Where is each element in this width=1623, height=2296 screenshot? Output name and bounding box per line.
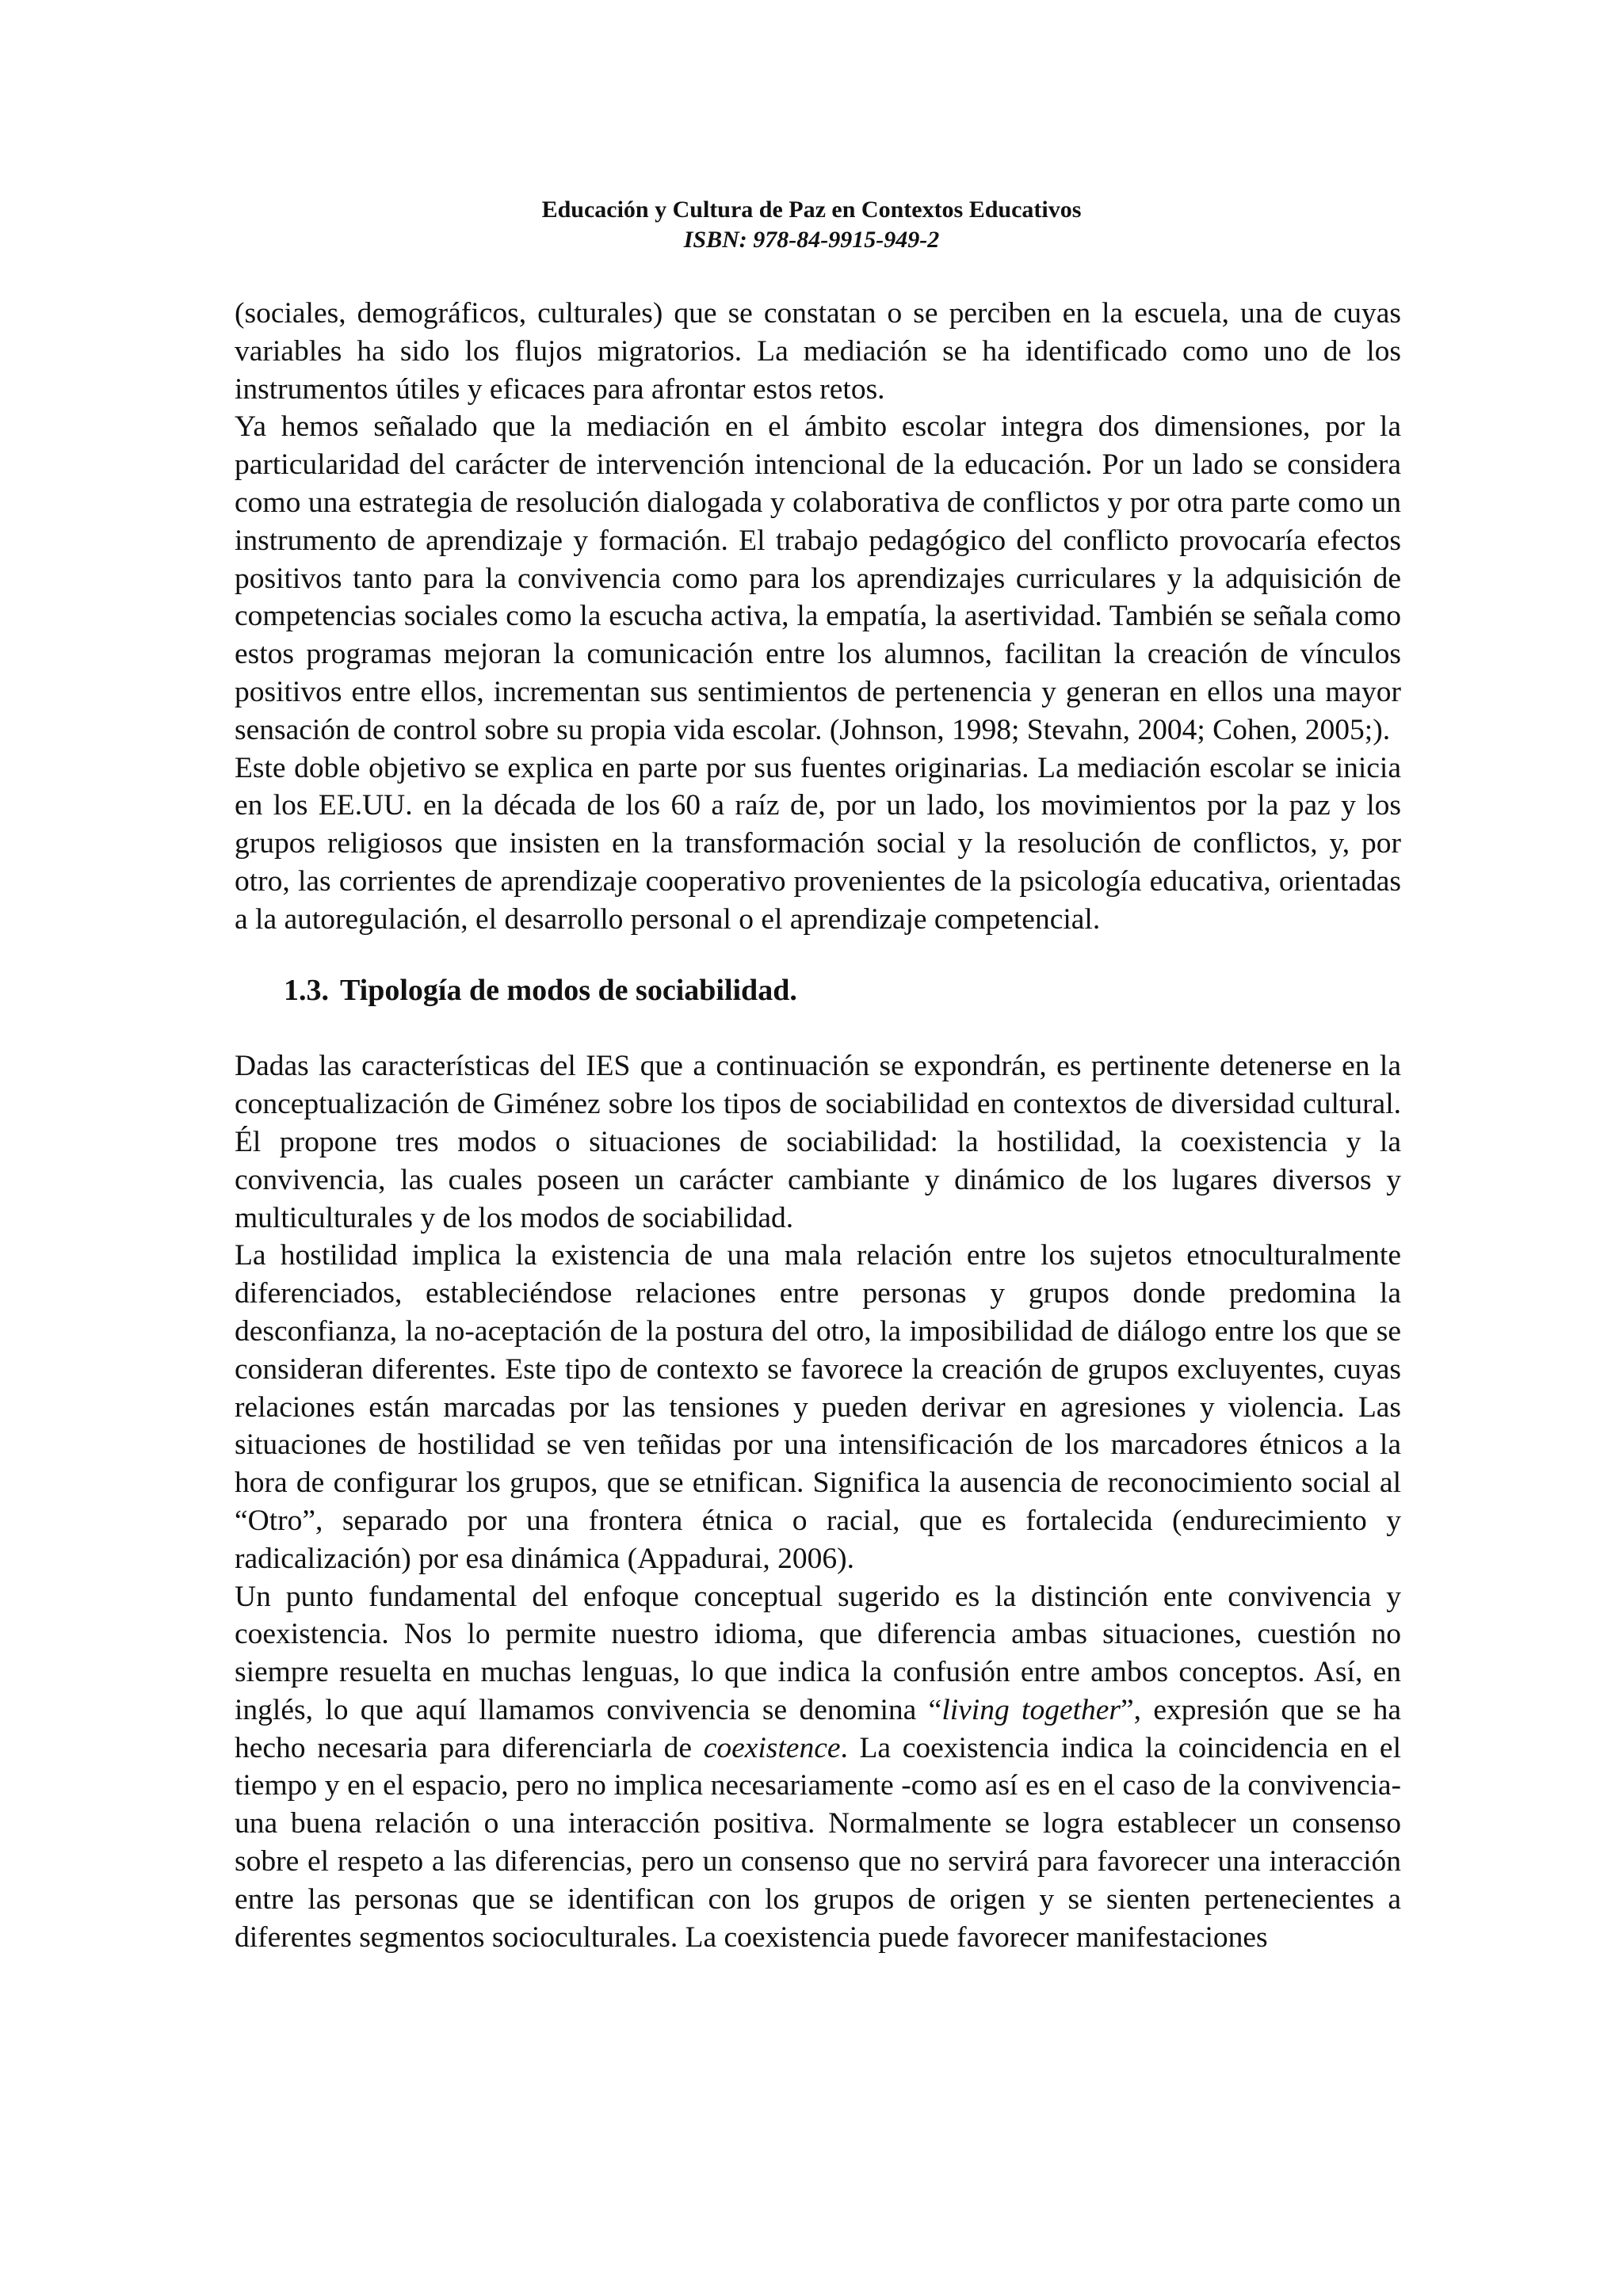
running-header [0,195,1623,255]
section-title: Tipología de modos de sociabilidad. [340,973,797,1007]
paragraph: Ya hemos señalado que la mediación en el ámbito escolar integra dos dimensiones, por la particularidad del carácter de intervención intencional de la educación. Por un lado se considera como una estrategia de resolución dialogada y colaborativa de conflictos y por otra parte como un instrumento de aprendizaje y formación. El trabajo pedagógico del conflicto provocaría efectos positivos tanto para la convivencia como para los aprendizajes curriculares y la adquisición de competencias sociales como la escucha activa, la empatía, la asertividad. También se señala como estos programas mejoran la comunicación entre los alumnos, facilitan la creación de vínculos positivos entre ellos, incrementan sus sentimientos de pertenencia y generan en ellos una mayor sensación de control sobre su propia vida escolar. (Johnson, 1998; Stevahn, 2004; Cohen, 2005;). [235,410,1401,746]
isbn: ISBN: 978-84-9915-949-2 [683,227,940,253]
italic-term: coexistence [703,1731,841,1764]
text-run: Un punto fundamental del enfoque conceptual sugerido es la distinción ente convivencia y coexistencia. Nos lo permite nuestro idioma, que diferencia ambas situaciones, cuestión no siempre resuelta en muchas lenguas, lo que indica la confusión entre ambos conceptos. Así, en inglés, lo que aquí llamamos convivencia se denomina “ [235,1580,1401,1726]
text-run: . La coexistencia indica la coincidencia en el tiempo y en el espacio, pero no implica necesariamente -como así es en el caso de la convivencia- una buena relación o una interacción positiva. Normalmente se logra establecer un consenso sobre el respeto a las diferencias, pero un consenso que no servirá para favorecer una interacción entre las personas que se identifican con los grupos de origen y se sienten pertenecientes a diferentes segmentos socioculturales. La coexistencia puede favorecer manifestaciones [235,1731,1401,1954]
section-number: 1.3. [284,973,329,1007]
paragraph: Dadas las características del IES que a continuación se expondrán, es pertinente detenerse en la conceptualización de Giménez sobre los tipos de sociabilidad en contextos de diversidad cultural. Él propone tres modos o situaciones de sociabilidad: la hostilidad, la coexistencia y la convivencia, las cuales poseen un carácter cambiante y dinámico de los lugares diversos y multiculturales y de los modos de sociabilidad. [235,1050,1401,1234]
paragraph [235,1578,1401,1957]
body-text [235,295,1401,1956]
paragraph: Este doble objetivo se explica en parte por sus fuentes originarias. La mediación escolar se inicia en los EE.UU. en la década de los 60 a raíz de, por un lado, los movimientos por la paz y los grupos religiosos que insisten en la transformación social y la resolución de conflictos, y, por otro, las corrientes de aprendizaje cooperativo provenientes de la psicología educativa, orientadas a la autoregulación, el desarrollo personal o el aprendizaje competencial. [235,751,1401,936]
paragraph: La hostilidad implica la existencia de una mala relación entre los sujetos etnoculturalmente diferenciados, estableciéndose relaciones entre personas y grupos donde predomina la desconfianza, la no-aceptación de la postura del otro, la imposibilidad de diálogo entre los que se consideran diferentes. Este tipo de contexto se favorece la creación de grupos excluyentes, cuyas relaciones están marcadas por las tensiones y pueden derivar en agresiones y violencia. Las situaciones de hostilidad se ven teñidas por una intensificación de los marcadores étnicos a la hora de configurar los grupos, que se etnifican. Significa la ausencia de reconocimiento social al “Otro”, separado por una frontera étnica o racial, que es fortalecida (endurecimiento y radicalización) por esa dinámica (Appadurai, 2006). [235,1239,1401,1575]
section-heading [284,972,1401,1010]
paragraph: (sociales, demográficos, culturales) que se constatan o se perciben en la escuela, una de cuyas variables ha sido los flujos migratorios. La mediación se ha identificado como uno de los instrumentos útiles y eficaces para afrontar estos retos. [235,297,1401,406]
italic-term: living together [941,1693,1121,1726]
book-title: Educación y Cultura de Paz en Contextos Educativos [541,196,1082,223]
text-run: ”, expresión que se ha hecho necesaria para diferenciarla de [235,1693,1401,1764]
